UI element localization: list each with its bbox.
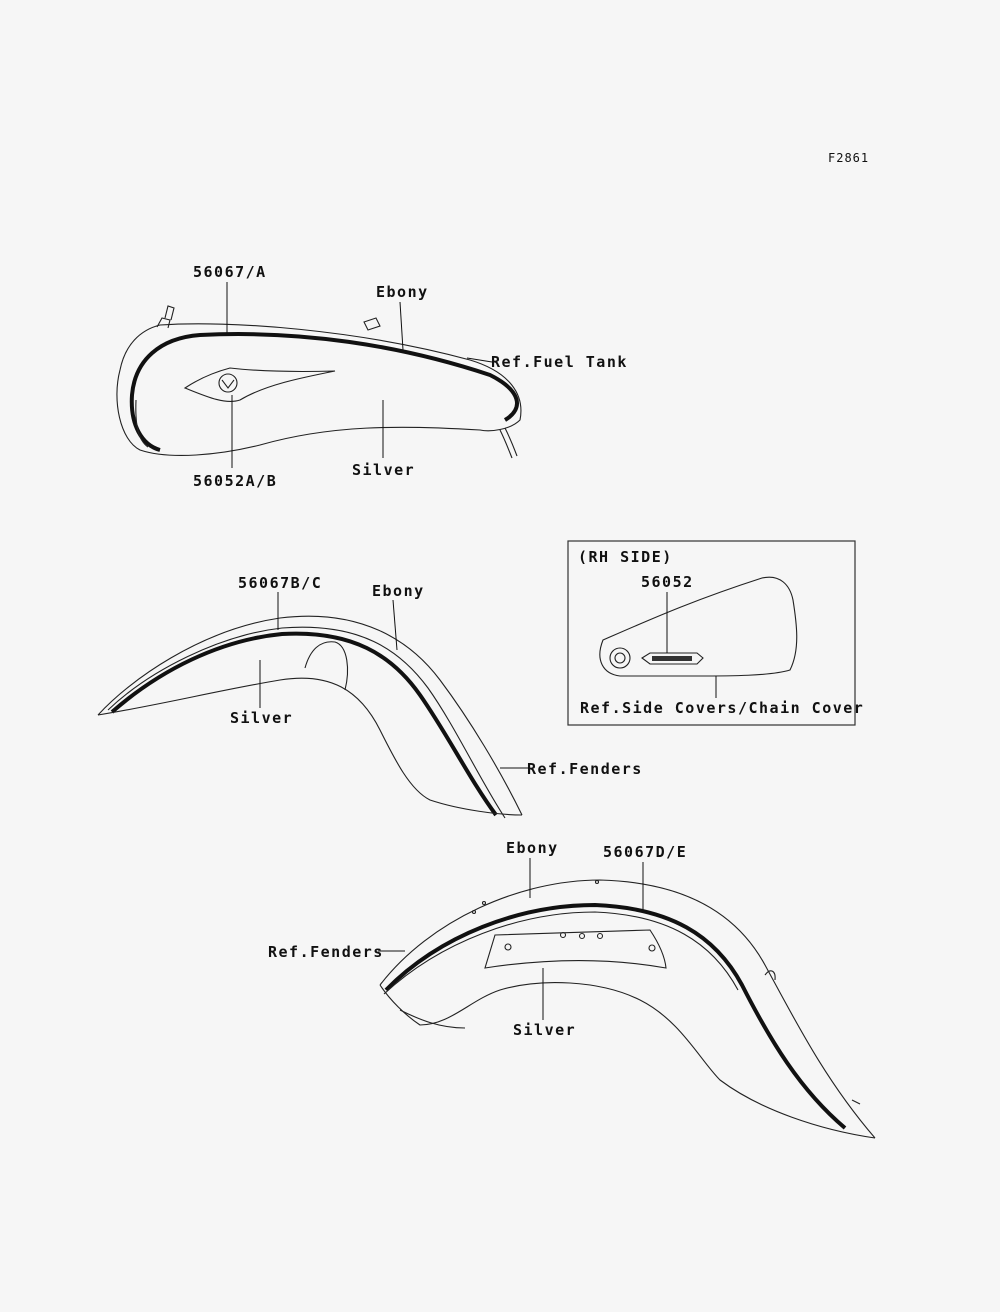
side-cover-part-number: 56052: [641, 573, 694, 591]
fuel-tank-upper-color: Ebony: [376, 283, 429, 301]
fuel-tank-cap-tab: [364, 318, 380, 330]
front-fender-stripe-part-number: 56067B/C: [238, 574, 323, 592]
front-fender-drawing: [98, 592, 528, 818]
front-fender-ref: Ref.Fenders: [527, 760, 643, 778]
side-cover-emblem-text-block: [652, 656, 692, 661]
side-cover-bolt: [610, 648, 630, 668]
side-cover-ref: Ref.Side Covers/Chain Cover: [580, 699, 865, 717]
rear-fender-stripe-part-number: 56067D/E: [603, 843, 688, 861]
front-fender-stripe: [112, 634, 496, 815]
fuel-tank-emblem-part-number: 56052A/B: [193, 472, 278, 490]
inset-frame: [568, 541, 855, 725]
front-fender-upper-color: Ebony: [372, 582, 425, 600]
front-fender-inner: [98, 678, 522, 815]
fuel-tank-stripe-part-number: 56067/A: [193, 263, 267, 281]
fuel-tank-drawing: [117, 282, 521, 468]
rear-fender-outer: [380, 880, 875, 1138]
rear-fender-inner: [380, 983, 875, 1138]
fuel-tank-mount-tab: [500, 428, 517, 458]
rear-fender-lower-color: Silver: [513, 1021, 577, 1039]
figure-code: F2861: [828, 151, 870, 165]
rear-fender-panel: [485, 930, 666, 968]
fuel-tank-ref: Ref.Fuel Tank: [491, 353, 628, 371]
rear-fender-upper-color: Ebony: [506, 839, 559, 857]
front-fender-cutout: [305, 642, 348, 690]
fuel-tank-stripe: [132, 334, 517, 450]
rear-fender-stripe: [386, 905, 845, 1128]
fuel-tank-emblem-badge: [219, 374, 237, 392]
inset-title: (RH SIDE): [578, 548, 673, 566]
side-cover-inset-drawing: [568, 541, 855, 725]
front-fender-lower-color: Silver: [230, 709, 294, 727]
rear-fender-ref: Ref.Fenders: [268, 943, 384, 961]
front-fender-outer: [98, 616, 522, 815]
fuel-tank-lower-color: Silver: [352, 461, 416, 479]
rear-fender-drawing: [378, 858, 875, 1138]
fuel-tank-outline: [117, 324, 521, 456]
fuel-tank-emblem: [185, 368, 335, 401]
